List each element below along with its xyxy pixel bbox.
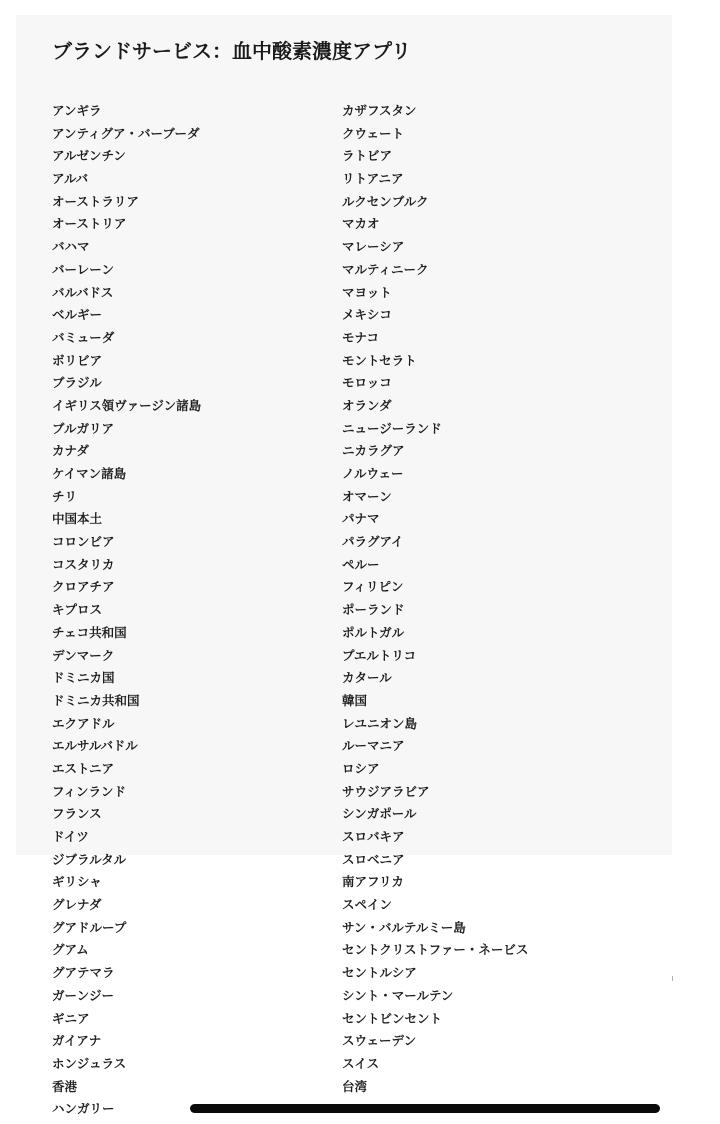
country-list-item: シンガポール [342, 806, 417, 822]
country-list-item: バーレーン [52, 261, 115, 277]
country-list-item: サン・バルテルミー島 [342, 919, 466, 935]
country-list-item: 香港 [52, 1078, 78, 1094]
country-list-item: バミューダ [52, 329, 115, 345]
country-list-item: ギニア [52, 1010, 90, 1026]
home-indicator[interactable] [190, 1104, 660, 1113]
country-list-item: マルティニーク [342, 261, 429, 277]
country-list-item: サウジアラビア [342, 783, 430, 799]
country-list-item: ペルー [342, 556, 380, 572]
country-list-item: ジブラルタル [52, 851, 127, 867]
country-list-item: マカオ [342, 216, 380, 232]
country-list-item: クロアチア [52, 579, 115, 595]
country-list-item: セントビンセント [342, 1010, 443, 1026]
country-list-item: アルゼンチン [52, 148, 126, 164]
country-list-item: プエルトリコ [342, 647, 417, 663]
country-list-item: ドミニカ国 [52, 670, 115, 686]
country-list-item: レユニオン島 [342, 715, 418, 731]
country-list-item: ラトビア [342, 148, 393, 164]
country-list-item: モナコ [342, 329, 380, 345]
country-list-item: フランス [52, 806, 102, 822]
country-list-item: チェコ共和国 [52, 624, 127, 640]
country-list-item: ブルガリア [52, 420, 115, 436]
country-list-item: グレナダ [52, 897, 102, 913]
country-list-item: フィリピン [342, 579, 404, 595]
country-list-item: クウェート [342, 125, 405, 141]
country-list-item: スロバキア [342, 829, 405, 844]
country-list-item: スウェーデン [342, 1033, 417, 1049]
country-list-item: セントクリストファー・ネービス [342, 942, 529, 958]
country-list-item: スイス [342, 1055, 380, 1071]
country-list-item: スペイン [342, 897, 393, 913]
country-list-item: オーストリア [52, 216, 127, 232]
country-list-item: カザフスタン [342, 103, 417, 118]
country-list-item: グアテマラ [52, 965, 115, 981]
country-list-item: ブラジル [52, 375, 102, 391]
country-list-item: フィンランド [52, 783, 127, 799]
country-list-item: ボリビア [52, 352, 103, 368]
country-list-item: エルサルバドル [52, 738, 138, 754]
country-list-item: デンマーク [52, 647, 115, 663]
country-list-item: 韓国 [342, 692, 368, 708]
country-list-item: コスタリカ [52, 556, 115, 572]
country-list-item: オマーン [342, 488, 392, 504]
country-list-item: コロンビア [52, 534, 115, 550]
country-list-left [52, 100, 201, 1121]
country-list-item: ルクセンブルク [342, 193, 429, 209]
country-list-item: ドイツ [52, 829, 89, 844]
country-list-item: オーストラリア [52, 193, 139, 209]
country-list-item: ルーマニア [342, 738, 405, 754]
country-list-item: ノルウェー [342, 466, 404, 481]
country-list-item: スロベニア [342, 851, 405, 867]
country-list-item: ガイアナ [52, 1033, 102, 1049]
country-list-item: シント・マールテン [342, 987, 454, 1003]
country-list-item: グアム [52, 942, 89, 958]
country-list-item: グアドループ [52, 919, 127, 935]
country-list-item: ガーンジー [52, 987, 114, 1003]
country-list-item: ポルトガル [342, 624, 405, 640]
country-list-item: バハマ [52, 239, 90, 255]
country-list-item: ホンジュラス [52, 1055, 127, 1071]
country-list-item: エクアドル [52, 715, 115, 731]
country-list-item: キプロス [52, 602, 103, 618]
country-list-item: 台湾 [342, 1078, 368, 1094]
page-title: ブランドサービス：血中酸素濃度アプリ [52, 39, 412, 63]
country-list-item: パナマ [342, 511, 380, 527]
country-list-item: マレーシア [342, 239, 405, 255]
country-list-item: マヨット [342, 284, 392, 300]
country-list-item: オランダ [342, 397, 392, 413]
country-list-item: チリ [52, 488, 78, 504]
country-list-item: アンティグア・バーブーダ [52, 125, 200, 141]
country-list-item: ロシア [342, 760, 380, 776]
country-list-item: セントルシア [342, 965, 417, 981]
country-list-item: モントセラト [342, 352, 417, 368]
scrollbar-marker [672, 976, 673, 981]
country-list-item: ギリシャ [52, 874, 102, 890]
country-list-item: イギリス領ヴァージン諸島 [52, 397, 202, 413]
country-list-item: パラグアイ [342, 534, 404, 550]
country-list-item: アルバ [52, 171, 89, 187]
country-list-item: カナダ [52, 443, 89, 459]
country-list-item: モロッコ [342, 375, 392, 391]
country-list-item: ベルギー [52, 307, 103, 323]
country-list-item: 南アフリカ [342, 874, 404, 890]
country-list-item: エストニア [52, 760, 115, 776]
country-list-item: ニュージーランド [342, 420, 442, 436]
country-list-item: アンギラ [52, 103, 102, 118]
country-list-item: ニカラグア [342, 443, 405, 459]
country-list-item: ポーランド [342, 602, 405, 618]
country-list-item: バルバドス [52, 284, 114, 300]
country-list-item: ケイマン諸島 [52, 466, 127, 481]
country-list-item: 中国本土 [52, 511, 103, 527]
country-list-right [342, 100, 528, 1098]
country-list-item: メキシコ [342, 307, 392, 323]
country-list-item: ハンガリー [52, 1101, 115, 1117]
country-list-item: ドミニカ共和国 [52, 692, 140, 708]
country-list-item: リトアニア [342, 171, 404, 187]
country-list-item: カタール [342, 670, 392, 686]
